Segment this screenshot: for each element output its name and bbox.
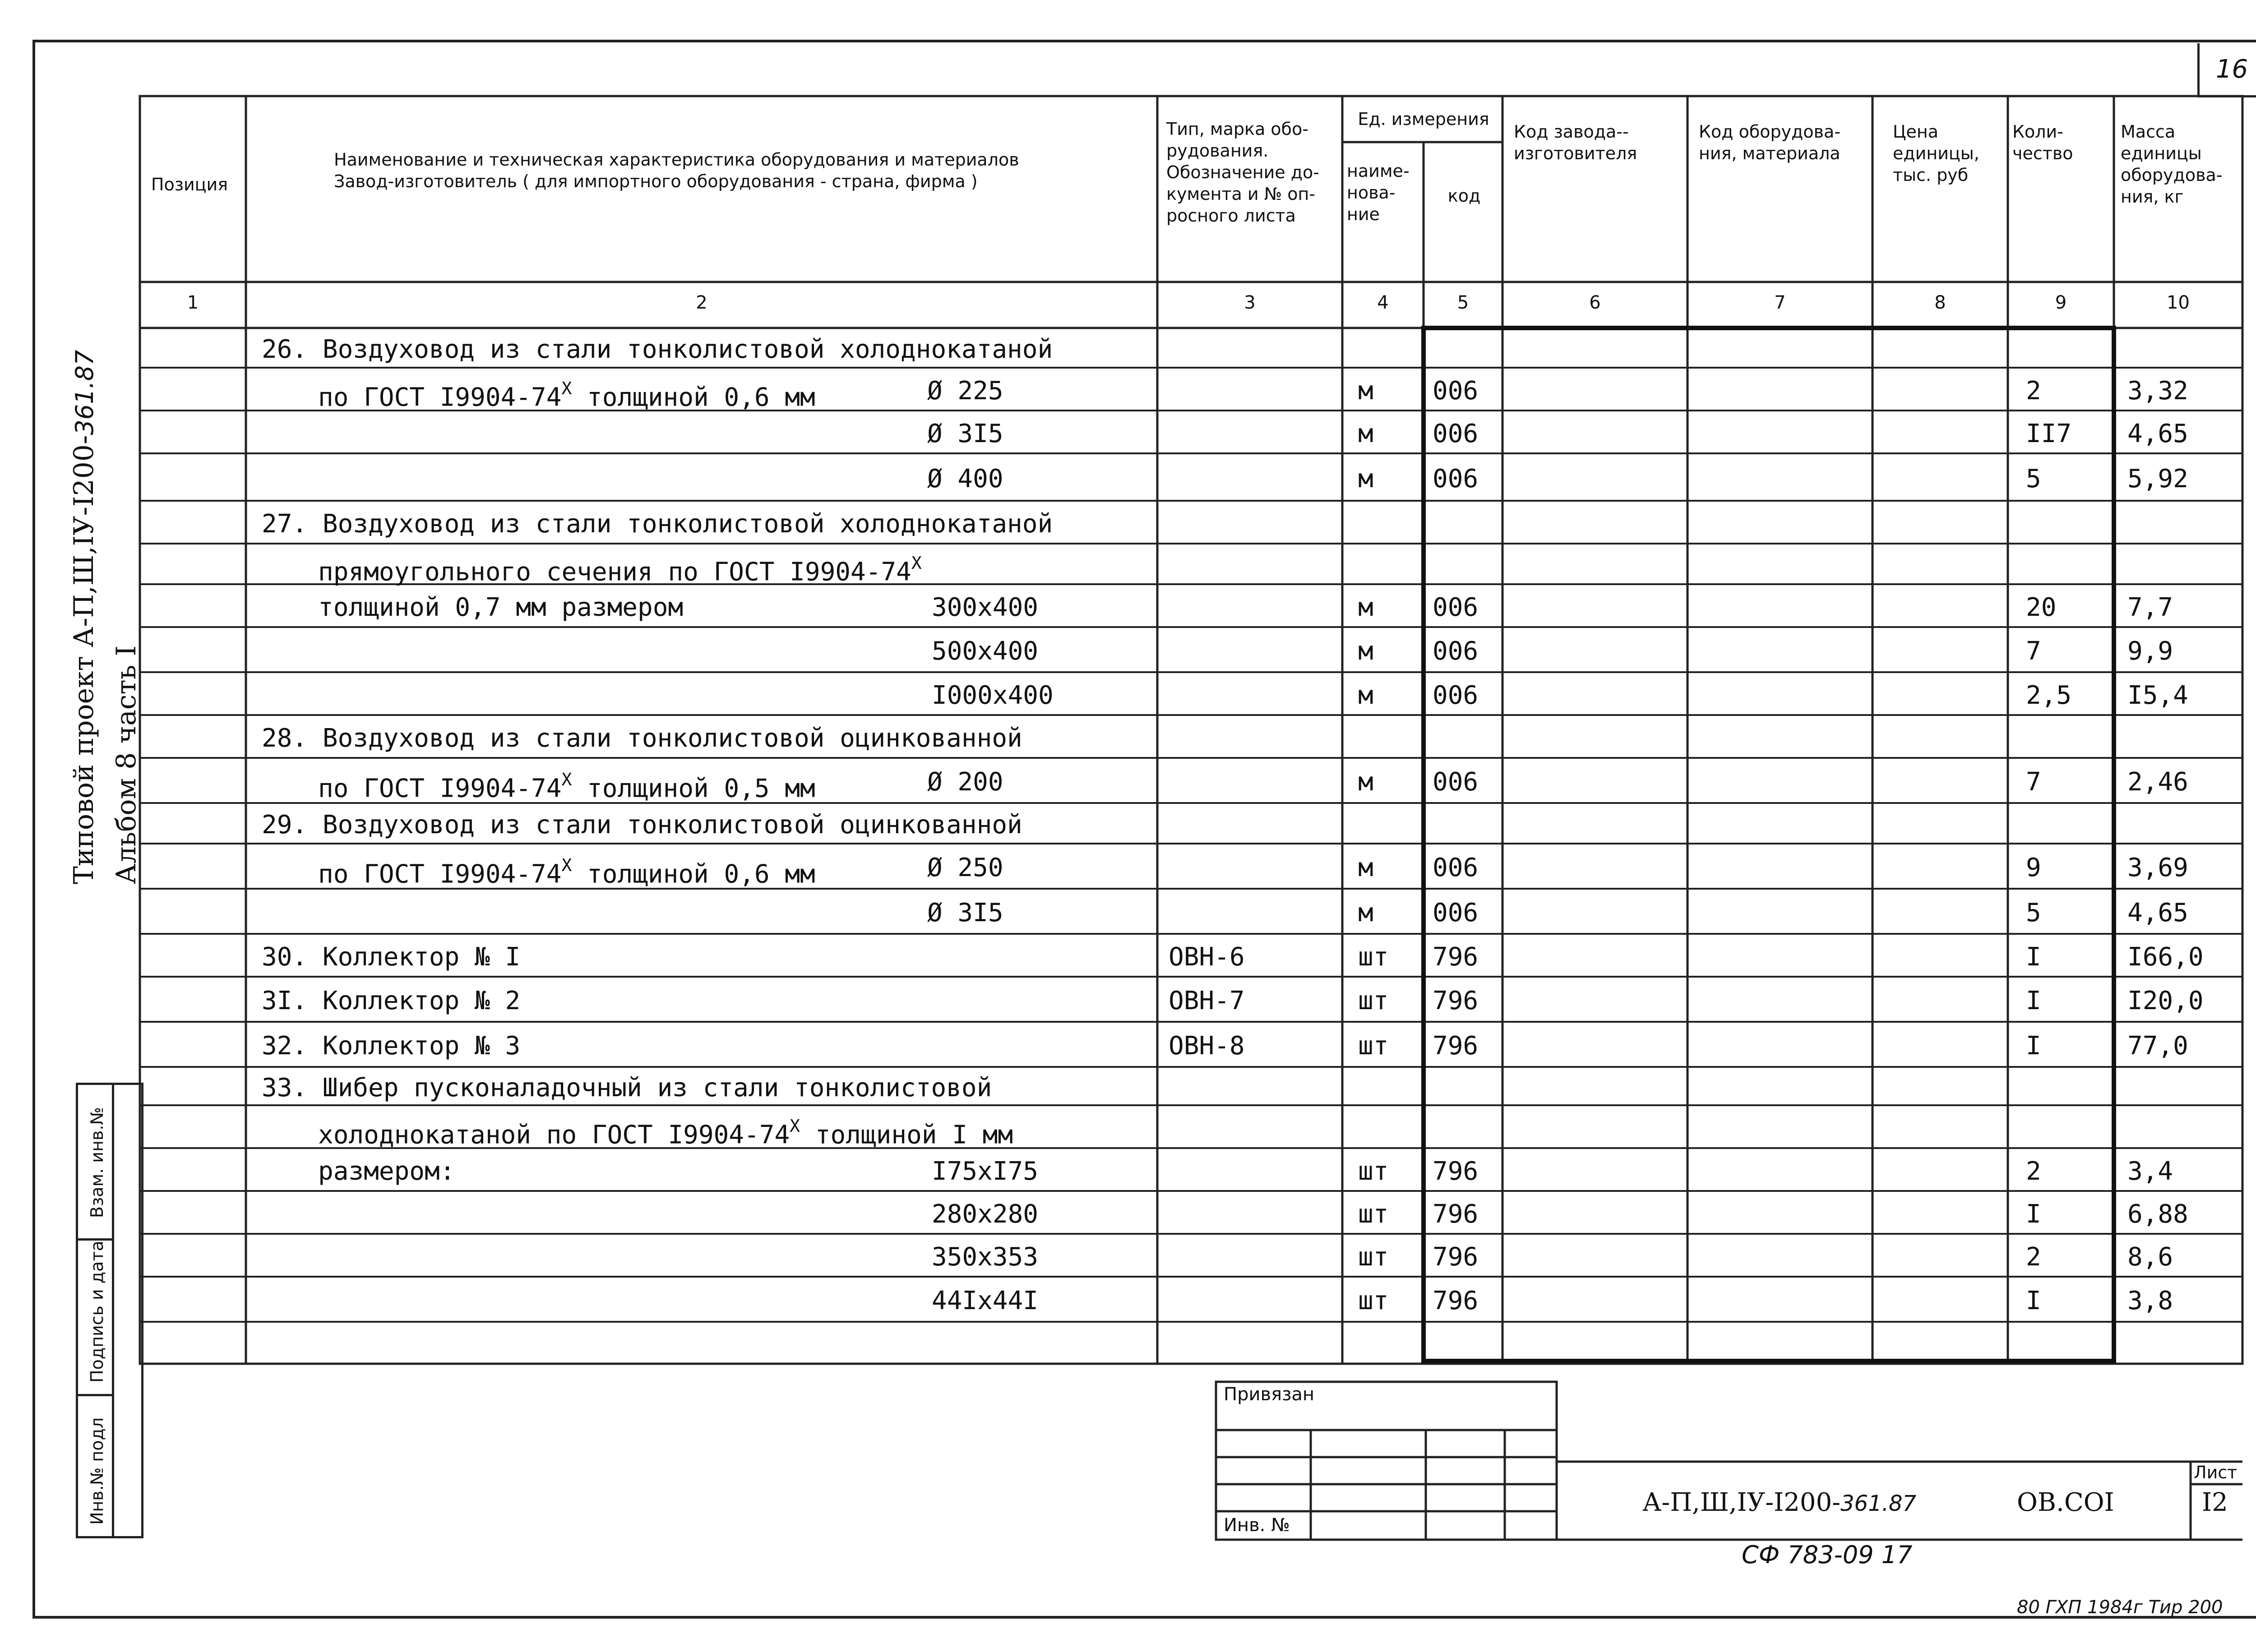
row-unit-code: 006 — [1433, 898, 1479, 928]
sheet-code: ОВ.СОI — [2017, 1488, 2114, 1517]
row-name-tail: толщиной 0,5 мм — [572, 774, 815, 803]
row-name — [318, 375, 815, 414]
row-mass: I66,0 — [2127, 942, 2204, 972]
row-size: Ø 200 — [927, 767, 1003, 797]
row-unit: м — [1358, 592, 1373, 622]
stamp-vzam-label: Взам. инв.№ — [87, 1107, 107, 1218]
row-name — [318, 592, 683, 623]
gost-superscript: X — [561, 378, 572, 398]
row-name — [262, 723, 1022, 754]
row-unit: м — [1358, 680, 1373, 710]
row-unit-code: 006 — [1433, 464, 1479, 494]
row-mass: 5,92 — [2127, 464, 2188, 494]
row-name — [318, 1113, 1013, 1151]
row-unit-code: 796 — [1433, 1242, 1479, 1272]
row-name — [318, 852, 815, 891]
row-size: Ø 3I5 — [927, 898, 1003, 928]
header-unit-code: код — [1447, 186, 1481, 206]
row-unit-code: 006 — [1433, 767, 1479, 797]
row-quantity: I — [2026, 942, 2041, 972]
row-name — [318, 1156, 455, 1187]
row-name-text: 30. Коллектор № I — [262, 942, 521, 972]
header-type: Тип, марка обо-рудования. Обозначение до-кумента и № оп-росного листа — [1166, 119, 1319, 226]
doc-code: 361.87 — [1840, 1491, 1917, 1516]
gost-superscript: X — [790, 1116, 800, 1136]
row-name-text: толщиной 0,7 мм размером — [318, 592, 684, 622]
row-mass: 3,69 — [2127, 853, 2188, 882]
column-number: 2 — [696, 292, 707, 313]
header-unit-name: наиме-нова-ние — [1347, 161, 1410, 224]
row-name-text: по ГОСТ I9904-74 — [318, 774, 562, 803]
row-mass: 3,8 — [2127, 1286, 2173, 1315]
inv-no-label: Инв. № — [1224, 1515, 1290, 1536]
row-size: 350х353 — [932, 1242, 1039, 1272]
row-name — [262, 508, 1053, 540]
header-price: Цена единицы, тыс. руб — [1893, 122, 1979, 185]
gost-superscript: X — [561, 770, 572, 789]
row-unit: шт — [1358, 1156, 1389, 1186]
row-quantity: 2,5 — [2026, 680, 2072, 710]
row-unit-code: 796 — [1433, 1286, 1479, 1315]
column-number: 10 — [2167, 292, 2190, 313]
gost-superscript: X — [561, 855, 572, 875]
column-number: 9 — [2055, 292, 2067, 313]
row-unit-code: 796 — [1433, 1031, 1479, 1061]
row-type: ОВН-7 — [1169, 986, 1245, 1015]
row-unit: шт — [1358, 942, 1389, 972]
header-equip-code: Код оборудова-ния, материала — [1699, 122, 1841, 163]
row-name-tail: толщиной I мм — [800, 1120, 1013, 1150]
row-name-text: размером: — [318, 1156, 455, 1186]
row-quantity: 5 — [2026, 898, 2041, 928]
row-size: 500х400 — [932, 637, 1039, 666]
row-name-text: по ГОСТ I9904-74 — [318, 383, 562, 412]
privyazan-label: Привязан — [1224, 1384, 1315, 1405]
row-name-text: по ГОСТ I9904-74 — [318, 859, 562, 889]
row-name-text: 28. Воздуховод из стали тонколистовой оцинкованной — [262, 723, 1022, 753]
side-title-code: 361.87 — [70, 350, 99, 435]
row-unit-code: 006 — [1433, 680, 1479, 710]
row-name-text: 26. Воздуховод из стали тонколистовой холоднокатаной — [262, 335, 1053, 364]
row-unit: м — [1358, 853, 1373, 882]
row-unit-code: 796 — [1433, 1199, 1479, 1229]
row-unit-code: 006 — [1433, 637, 1479, 666]
row-quantity: 20 — [2026, 592, 2057, 622]
column-number: 6 — [1589, 292, 1601, 313]
row-mass: 7,7 — [2127, 592, 2173, 622]
row-mass: 8,6 — [2127, 1242, 2173, 1272]
row-name — [262, 985, 520, 1017]
column-number: 4 — [1377, 292, 1389, 313]
row-mass: 3,4 — [2127, 1156, 2173, 1186]
header-quantity: Коли-чество — [2012, 122, 2073, 163]
row-quantity: I — [2026, 986, 2041, 1015]
row-unit: м — [1358, 898, 1373, 928]
row-quantity: 7 — [2026, 637, 2041, 666]
row-mass: 4,65 — [2127, 898, 2188, 928]
row-mass: 4,65 — [2127, 419, 2188, 448]
row-quantity: 9 — [2026, 853, 2041, 882]
list-label: Лист — [2194, 1463, 2238, 1482]
column-number: 7 — [1774, 292, 1786, 313]
row-unit: шт — [1358, 1199, 1389, 1229]
row-mass: 77,0 — [2127, 1031, 2188, 1061]
header-factory-code: Код завода--изготовителя — [1514, 122, 1637, 163]
row-quantity: 2 — [2026, 1156, 2041, 1186]
row-size: I75хI75 — [932, 1156, 1039, 1186]
row-quantity: 5 — [2026, 464, 2041, 494]
column-number: 3 — [1244, 292, 1256, 313]
row-name — [262, 1072, 992, 1104]
row-name — [262, 809, 1022, 841]
list-value: I2 — [2202, 1488, 2228, 1517]
row-size: Ø 400 — [927, 464, 1003, 494]
stamp-inv-label: Инв.№ подл — [87, 1417, 107, 1525]
doc-designation — [1642, 1488, 1916, 1517]
row-quantity: 2 — [2026, 1242, 2041, 1272]
row-name — [318, 550, 922, 588]
row-unit: шт — [1358, 1286, 1389, 1315]
sheet-corner-number: 16 — [2197, 43, 2256, 97]
row-mass: 2,46 — [2127, 767, 2188, 797]
side-title-line1: Типовой проект А-П,Ш,IУ-I200- — [68, 435, 100, 884]
row-size: Ø 225 — [927, 376, 1003, 406]
row-quantity: 2 — [2026, 376, 2041, 406]
row-type: ОВН-6 — [1169, 942, 1245, 972]
row-unit: м — [1358, 419, 1373, 448]
row-name-text: 32. Коллектор № 3 — [262, 1031, 521, 1061]
row-unit-code: 006 — [1433, 419, 1479, 448]
row-name-text: 29. Воздуховод из стали тонколистовой оцинкованной — [262, 810, 1022, 840]
row-name-tail: толщиной 0,6 мм — [572, 383, 815, 412]
row-unit: м — [1358, 376, 1373, 406]
row-unit: шт — [1358, 986, 1389, 1015]
row-size: 44Iх44I — [932, 1286, 1039, 1315]
row-type: ОВН-8 — [1169, 1031, 1245, 1061]
stamp-podpis-label: Подпись и дата — [87, 1241, 107, 1383]
row-unit-code: 796 — [1433, 1156, 1479, 1186]
row-size: Ø 250 — [927, 853, 1003, 882]
row-unit-code: 006 — [1433, 376, 1479, 406]
column-number: 5 — [1457, 292, 1469, 313]
row-unit: м — [1358, 637, 1373, 666]
row-mass: 9,9 — [2127, 637, 2173, 666]
doc-prefix: А-П,Ш,IУ-I200- — [1642, 1488, 1841, 1517]
row-quantity: I — [2026, 1199, 2041, 1229]
row-unit: м — [1358, 464, 1373, 494]
header-name: Наименование и техническая характеристика оборудования и материалов Завод-изготовитель ( для импортного оборудования - страна, фирма ) — [334, 150, 1019, 191]
corner-note: 80 ГХП 1984г Тир 200 — [2017, 1597, 2223, 1618]
row-name-text: 33. Шибер пусконаладочный из стали тонколистовой — [262, 1073, 992, 1103]
row-mass: I20,0 — [2127, 986, 2204, 1015]
row-size: I000х400 — [932, 680, 1054, 710]
row-unit: шт — [1358, 1242, 1389, 1272]
row-unit-code: 796 — [1433, 942, 1479, 972]
header-unit-group: Ед. измерения — [1358, 109, 1489, 129]
row-unit: м — [1358, 767, 1373, 797]
header-position: Позиция — [151, 175, 228, 194]
row-unit-code: 006 — [1433, 592, 1479, 622]
row-name — [318, 766, 815, 805]
row-unit: шт — [1358, 1031, 1389, 1061]
gost-superscript: X — [911, 553, 922, 573]
row-unit-code: 006 — [1433, 853, 1479, 882]
row-name-text: 27. Воздуховод из стали тонколистовой холоднокатаной — [262, 509, 1053, 539]
side-title-line2: Альбом 8 часть I — [111, 645, 142, 884]
bottom-note: СФ 783-09 17 — [1742, 1541, 1913, 1569]
row-quantity: 7 — [2026, 767, 2041, 797]
row-size: 280х280 — [932, 1199, 1039, 1229]
row-name-tail: толщиной 0,6 мм — [572, 859, 815, 889]
header-mass: Масса единицы оборудова-ния, кг — [2121, 122, 2223, 207]
row-size: 300х400 — [932, 592, 1039, 622]
row-name — [262, 334, 1053, 365]
row-name — [262, 1030, 520, 1062]
row-quantity: I — [2026, 1286, 2041, 1315]
row-name-text: прямоугольного сечения по ГОСТ I9904-74 — [318, 557, 911, 587]
row-mass: I5,4 — [2127, 680, 2188, 710]
row-quantity: II7 — [2026, 419, 2072, 448]
row-size: Ø 3I5 — [927, 419, 1003, 448]
column-number: 1 — [187, 292, 199, 313]
column-number: 8 — [1934, 292, 1946, 313]
row-mass: 3,32 — [2127, 376, 2188, 406]
row-name-text: 3I. Коллектор № 2 — [262, 986, 521, 1015]
row-quantity: I — [2026, 1031, 2041, 1061]
row-unit-code: 796 — [1433, 986, 1479, 1015]
row-name — [262, 941, 520, 973]
row-mass: 6,88 — [2127, 1199, 2188, 1229]
row-name-text: холоднокатаной по ГОСТ I9904-74 — [318, 1120, 790, 1150]
